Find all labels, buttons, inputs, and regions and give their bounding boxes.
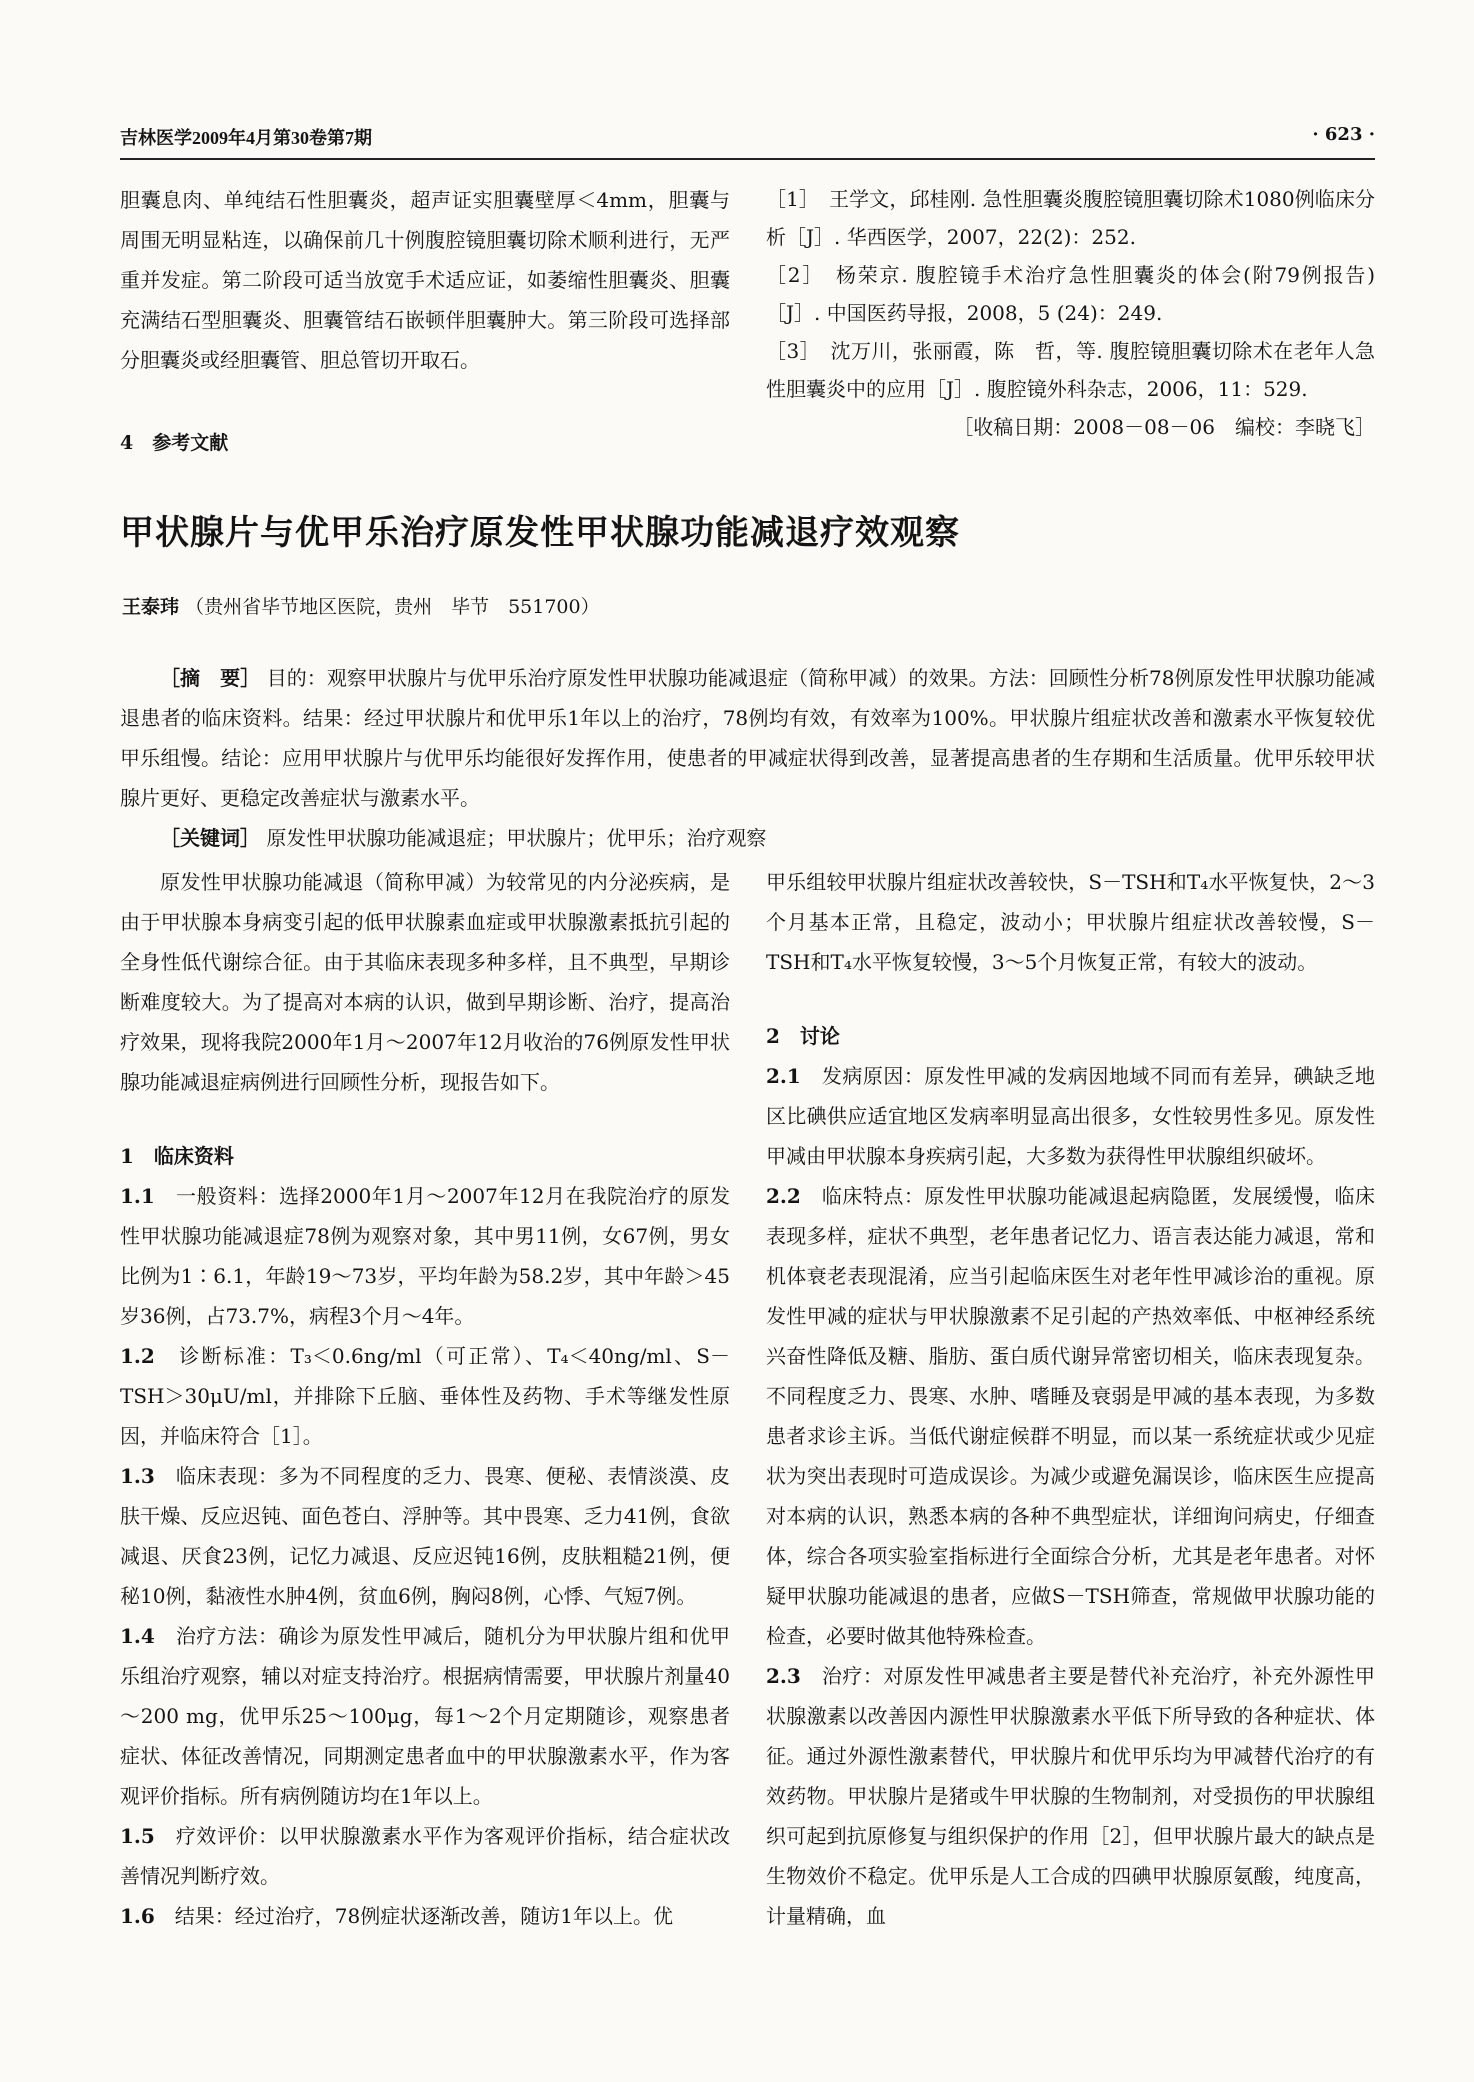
abstract-label: ［摘 要］ — [160, 666, 261, 690]
subsection-number: 2.1 — [766, 1064, 801, 1088]
reference-item: ［1］ 王学文，邱桂刚. 急性胆囊炎腹腔镜胆囊切除术1080例临床分析［J］. 华西医学，2007，22(2)：252. — [766, 187, 1375, 249]
author-name: 王泰玮 — [122, 596, 180, 618]
subsection — [120, 1336, 730, 1456]
subsection-text: 治疗：对原发性甲减患者主要是替代补充治疗，补充外源性甲状腺激素以改善因内源性甲状腺激素水平低下所导致的各种症状、体征。通过外源性激素替代，甲状腺片和优甲乐均为甲减替代治疗的有效药物。甲状腺片是猪或牛甲状腺的生物制剂，对受损伤的甲状腺组织可起到抗原修复与组织保护的作用［2］，但甲状腺片最大的缺点是生物效价不稳定。优甲乐是人工合成的四碘甲状腺原氨酸，纯度高，计量精确，血 — [766, 1664, 1376, 1928]
author-affiliation: （贵州省毕节地区医院，贵州 毕节 551700） — [185, 596, 600, 618]
refs-heading: 4 参考文献 — [120, 432, 229, 454]
body-left-column — [120, 862, 730, 1936]
prev-article-tail — [120, 180, 730, 380]
subsection-text: 临床特点：原发性甲状腺功能减退起病隐匿，发展缓慢，临床表现多样，症状不典型，老年患者记忆力、语言表达能力减退，常和机体衰老表现混淆，应当引起临床医生对老年性甲减诊治的重视。原发性甲减的症状与甲状腺激素不足引起的产热效率低、中枢神经系统兴奋性降低及糖、脂肪、蛋白质代谢异常密切相关，临床表现复杂。不同程度乏力、畏寒、水肿、嗜睡及衰弱是甲减的基本表现，为多数患者求诊主诉。当低代谢症候群不明显，而以某一系统症状或少见症状为突出表现时可造成误诊。为减少或避免漏误诊，临床医生应提高对本病的认识，熟悉本病的各种不典型症状，详细询问病史，仔细查体，综合各项实验室指标进行全面综合分析，尤其是老年患者。对怀疑甲状腺功能减退的患者，应做S－TSH筛查，常规做甲状腺功能的检查，必要时做其他特殊检查。 — [766, 1184, 1376, 1648]
subsection-text: 临床表现：多为不同程度的乏力、畏寒、便秘、表情淡漠、皮肤干燥、反应迟钝、面色苍白、浮肿等。其中畏寒、乏力41例，食欲减退、厌食23例，记忆力减退、反应迟钝16例，皮肤粗糙21例，便秘10例，黏液性水肿4例，贫血6例，胸闷8例，心悸、气短7例。 — [120, 1464, 731, 1608]
subsection — [766, 1176, 1375, 1656]
abstract-block — [120, 658, 1375, 858]
article-title: 甲状腺片与优甲乐治疗原发性甲状腺功能减退疗效观察 — [120, 513, 960, 553]
page-number: · 623 · — [1312, 124, 1375, 145]
abstract-text: 目的：观察甲状腺片与优甲乐治疗原发性甲状腺功能减退症（简称甲减）的效果。方法：回顾性分析78例原发性甲状腺功能减退患者的临床资料。结果：经过甲状腺片和优甲乐1年以上的治疗，78例均有效，有效率为100%。甲状腺片组症状改善和激素水平恢复较优甲乐组慢。结论：应用甲状腺片与优甲乐均能很好发挥作用，使患者的甲减症状得到改善，显著提高患者的生存期和生活质量。优甲乐较甲状腺片更好、更稳定改善症状与激素水平。 — [120, 666, 1376, 810]
journal-info: 吉林医学2009年4月第30卷第7期 — [120, 128, 372, 148]
section-heading: 2 讨论 — [766, 1024, 840, 1048]
reference-item: ［3］ 沈万川，张丽霞，陈 哲，等. 腹腔镜胆囊切除术在老年人急性胆囊炎中的应用［J］. 腹腔镜外科杂志，2006，11：529. — [766, 339, 1375, 401]
keywords-label: ［关键词］ — [160, 826, 260, 850]
intro-paragraph: 原发性甲状腺功能减退（简称甲减）为较常见的内分泌疾病，是由于甲状腺本身病变引起的低甲状腺素血症或甲状腺激素抵抗引起的全身性低代谢综合征。由于其临床表现多种多样，且不典型，早期诊断难度较大。为了提高对本病的认识，做到早期诊断、治疗，提高治疗效果，现将我院2000年1月～2007年12月收治的76例原发性甲状腺功能减退症病例进行回顾性分析，现报告如下。 — [120, 870, 730, 1094]
subsection-text: 疗效评价：以甲状腺激素水平作为客观评价指标，结合症状改善情况判断疗效。 — [120, 1824, 731, 1888]
prev-paragraph: 胆囊息肉、单纯结石性胆囊炎，超声证实胆囊壁厚＜4mm，胆囊与周围无明显粘连，以确保前几十例腹腔镜胆囊切除术顺利进行，无严重并发症。第二阶段可适当放宽手术适应证，如萎缩性胆囊炎、胆囊充满结石型胆囊炎、胆囊管结石嵌顿伴胆囊肿大。第三阶段可选择部分胆囊炎或经胆囊管、胆总管切开取石。 — [120, 188, 730, 372]
subsection — [120, 1816, 730, 1896]
continued-paragraph: 甲乐组较甲状腺片组症状改善较快，S－TSH和T₄水平恢复快，2～3个月基本正常，且稳定，波动小；甲状腺片组症状改善较慢，S－TSH和T₄水平恢复较慢，3～5个月恢复正常，有较大的波动。 — [766, 870, 1375, 974]
subsection — [766, 1656, 1375, 1936]
subsection-number: 1.1 — [120, 1184, 155, 1208]
keywords-text: 原发性甲状腺功能减退症；甲状腺片；优甲乐；治疗观察 — [266, 826, 767, 850]
subsection-number: 1.4 — [120, 1624, 155, 1648]
subsection — [120, 1456, 730, 1616]
section-heading: 1 临床资料 — [120, 1144, 234, 1168]
running-header — [120, 124, 1375, 160]
subsection-number: 1.6 — [120, 1904, 155, 1928]
subsection-number: 2.2 — [766, 1184, 801, 1208]
subsection-text: 治疗方法：确诊为原发性甲减后，随机分为甲状腺片组和优甲乐组治疗观察，辅以对症支持治疗。根据病情需要，甲状腺片剂量40～200 mg，优甲乐25～100μg，每1～2个月定期随诊，观察患者症状、体征改善情况，同期测定患者血中的甲状腺激素水平，作为客观评价指标。所有病例随访均在1年以上。 — [120, 1624, 731, 1808]
author-line — [122, 592, 600, 619]
body-right-column — [766, 862, 1375, 1936]
subsection — [120, 1896, 730, 1936]
subsection-number: 2.3 — [766, 1664, 801, 1688]
subsection-text: 发病原因：原发性甲减的发病因地域不同而有差异，碘缺乏地区比碘供应适宜地区发病率明显高出很多，女性较男性多见。原发性甲减由甲状腺本身疾病引起，大多数为获得性甲状腺组织破坏。 — [766, 1064, 1376, 1168]
subsection-number: 1.3 — [120, 1464, 155, 1488]
subsection-number: 1.2 — [120, 1344, 155, 1368]
subsection-text: 诊断标准：T₃＜0.6ng/ml（可正常）、T₄＜40ng/ml、S－TSH＞30μU/ml，并排除下丘脑、垂体性及药物、手术等继发性原因，并临床符合［1］。 — [120, 1344, 730, 1448]
subsection-text: 结果：经过治疗，78例症状逐渐改善，随访1年以上。优 — [174, 1904, 673, 1928]
reference-item: ［2］ 杨荣京. 腹腔镜手术治疗急性胆囊炎的体会(附79例报告)［J］. 中国医药导报，2008，5 (24)：249. — [766, 263, 1375, 325]
subsection — [120, 1176, 730, 1336]
subsection-text: 一般资料：选择2000年1月～2007年12月在我院治疗的原发性甲状腺功能减退症78例为观察对象，其中男11例，女67例，男女比例为1∶6.1，年龄19～73岁，平均年龄为58.2岁，其中年龄＞45岁36例，占73.7%，病程3个月～4年。 — [120, 1184, 730, 1328]
subsection — [120, 1616, 730, 1816]
received-date: ［收稿日期：2008－08－06 编校：李晓飞］ — [953, 415, 1375, 439]
subsection — [766, 1056, 1375, 1176]
subsection-number: 1.5 — [120, 1824, 155, 1848]
reference-list — [766, 180, 1375, 446]
